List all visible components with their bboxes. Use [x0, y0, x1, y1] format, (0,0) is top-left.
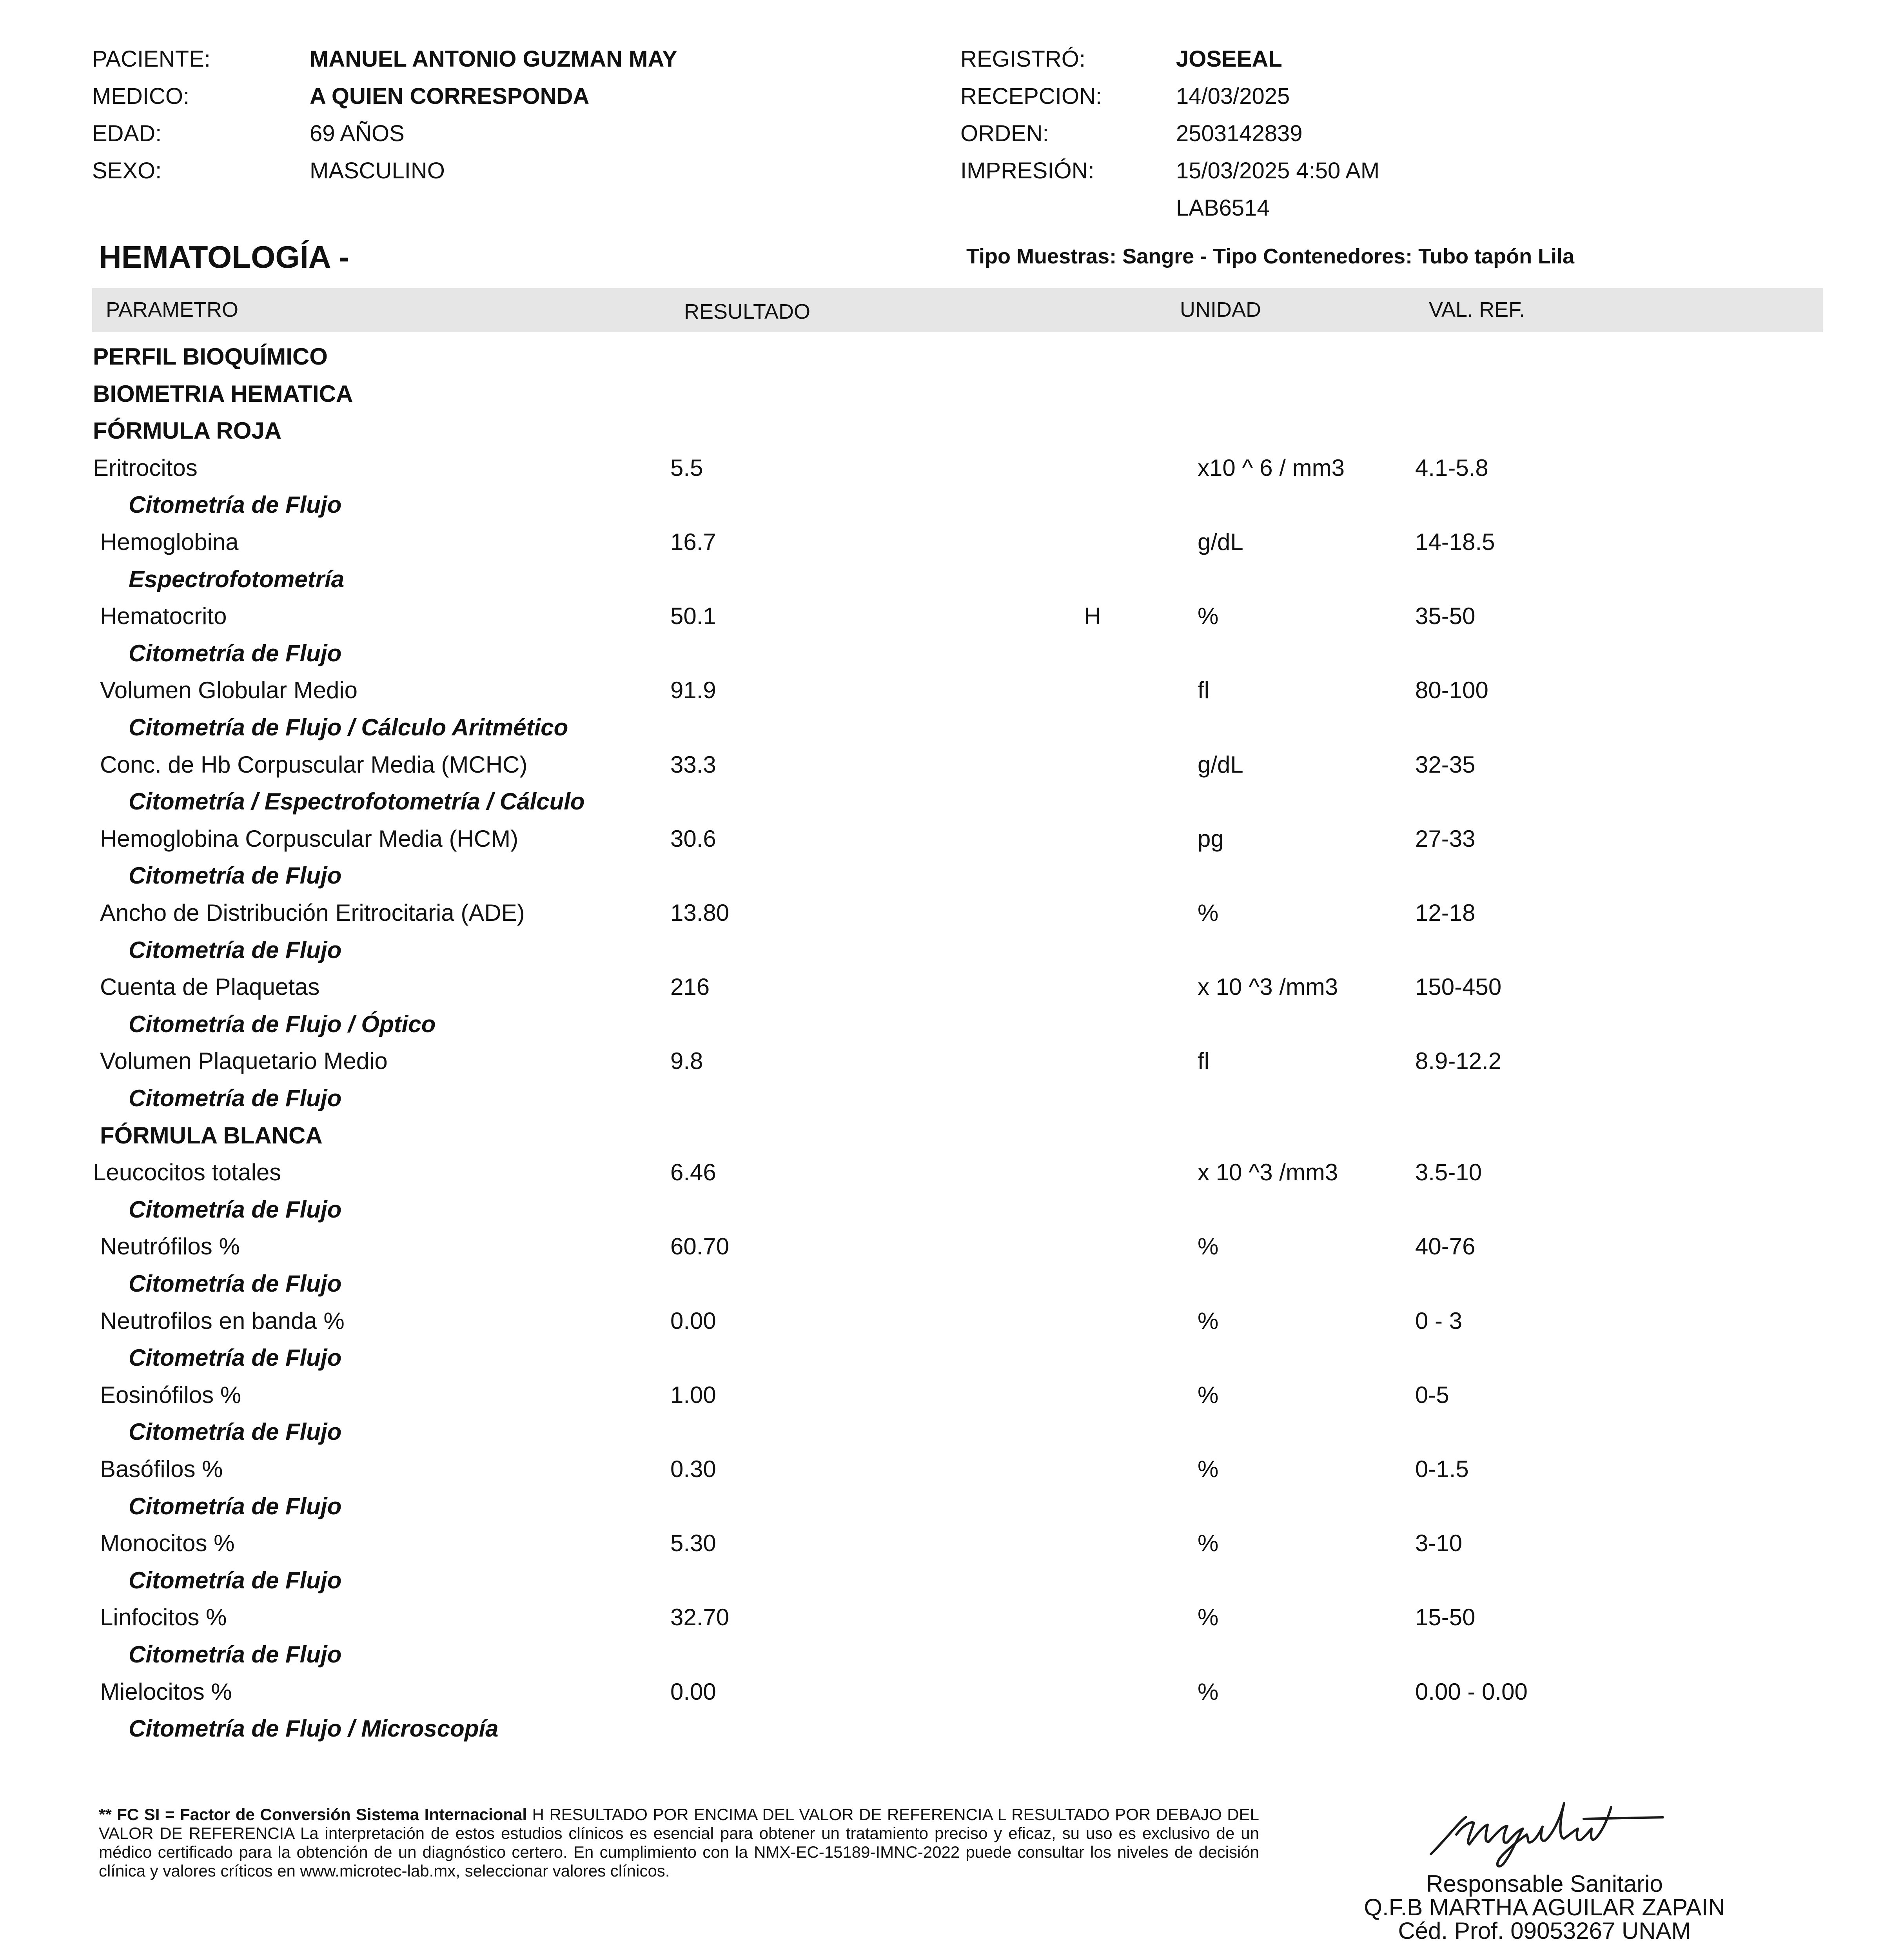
column-header-bar [92, 288, 1823, 332]
param-ref: 27-33 [1415, 826, 1476, 852]
param-result: 33.3 [670, 751, 716, 778]
method-label: Espectrofotometría [129, 566, 345, 592]
param-ref: 0.00 - 0.00 [1415, 1679, 1528, 1705]
param-ref: 0-5 [1415, 1382, 1449, 1408]
param-name: Mielocitos % [100, 1679, 232, 1705]
param-unit: fl [1198, 677, 1209, 703]
param-unit: % [1198, 1233, 1219, 1259]
param-unit: % [1198, 603, 1219, 629]
method-label: Citometría de Flujo [129, 1641, 342, 1668]
method-label: Citometría de Flujo [129, 1345, 342, 1371]
method-label: Citometría / Espectrofotometría / Cálculo [129, 788, 585, 815]
param-result: 6.46 [670, 1159, 716, 1185]
param-ref: 0-1.5 [1415, 1456, 1469, 1482]
param-result: 5.30 [670, 1530, 716, 1556]
param-result: 0.30 [670, 1456, 716, 1482]
param-result: 32.70 [670, 1604, 730, 1630]
group-heading: BIOMETRIA HEMATICA [93, 381, 353, 407]
param-name: Neutrófilos % [100, 1233, 240, 1259]
footnote [99, 1805, 1259, 1880]
signature-cedula: Céd. Prof. 09053267 UNAM [1398, 1918, 1691, 1944]
param-name: Hemoglobina [100, 529, 239, 555]
patient-info-label: RECEPCION: [960, 83, 1102, 109]
patient-info-label: IMPRESIÓN: [960, 158, 1094, 183]
param-ref: 0 - 3 [1415, 1308, 1463, 1334]
patient-info-value: JOSEEAL [1176, 46, 1282, 72]
param-ref: 12-18 [1415, 900, 1476, 926]
param-unit: % [1198, 1308, 1219, 1334]
patient-info-value: 15/03/2025 4:50 AM [1176, 158, 1380, 183]
method-label: Citometría de Flujo [129, 1493, 342, 1519]
sample-info: Tipo Muestras: Sangre - Tipo Contenedores: Tubo tapón Lila [966, 245, 1575, 268]
param-ref: 15-50 [1415, 1604, 1476, 1630]
param-ref: 3.5-10 [1415, 1159, 1482, 1185]
param-result: 0.00 [670, 1308, 716, 1334]
param-ref: 4.1-5.8 [1415, 455, 1488, 481]
patient-info-label: EDAD: [92, 121, 162, 146]
param-result: 60.70 [670, 1233, 730, 1259]
patient-info-value: 2503142839 [1176, 121, 1303, 146]
param-unit: x 10 ^3 /mm3 [1198, 974, 1338, 1000]
patient-info-value: MASCULINO [310, 158, 445, 183]
param-unit: % [1198, 1679, 1219, 1705]
param-result: 13.80 [670, 900, 730, 926]
footnote-text: H RESULTADO POR ENCIMA DEL VALOR DE REFERENCIA L RESULTADO POR DEBAJO DEL VALOR DE REFERENCIA La interpretación de estos estudios clínicos es esencial para obtener un tratamiento preciso y eficaz, su uso es exclusivo de un médico certificado para la obtención de un diagnóstico certero. En cumplimiento con la NMX-EC-15189-IMNC-2022 puede consultar los niveles de decisión clínica y valores críticos en www.microtec-lab.mx, seleccionar valores clínicos. [99, 1805, 1260, 1880]
param-result: 5.5 [670, 455, 703, 481]
param-result: 9.8 [670, 1048, 703, 1074]
param-unit: pg [1198, 826, 1224, 852]
signature-image [1423, 1780, 1666, 1870]
patient-info-label: REGISTRÓ: [960, 46, 1086, 72]
col-header-parametro: PARAMETRO [106, 298, 239, 321]
param-name: Ancho de Distribución Eritrocitaria (ADE) [100, 900, 525, 926]
group-heading: FÓRMULA BLANCA [100, 1122, 323, 1149]
param-unit: % [1198, 1456, 1219, 1482]
patient-info-value: LAB6514 [1176, 195, 1270, 221]
patient-info-value: A QUIEN CORRESPONDA [310, 83, 590, 109]
method-label: Citometría de Flujo [129, 640, 342, 666]
param-name: Monocitos % [100, 1530, 235, 1556]
param-result: 0.00 [670, 1679, 716, 1705]
signature-name: Q.F.B MARTHA AGUILAR ZAPAIN [1364, 1894, 1725, 1920]
col-header-unidad: UNIDAD [1180, 298, 1261, 321]
param-name: Leucocitos totales [93, 1159, 281, 1185]
param-name: Basófilos % [100, 1456, 223, 1482]
param-ref: 80-100 [1415, 677, 1488, 703]
param-unit: % [1198, 1382, 1219, 1408]
method-label: Citometría de Flujo [129, 1196, 342, 1223]
method-label: Citometría de Flujo [129, 1270, 342, 1297]
method-label: Citometría de Flujo [129, 1567, 342, 1593]
patient-info-value: MANUEL ANTONIO GUZMAN MAY [310, 46, 677, 72]
group-heading: FÓRMULA ROJA [93, 417, 282, 444]
patient-info-label: PACIENTE: [92, 46, 211, 72]
method-label: Citometría de Flujo [129, 1419, 342, 1445]
param-name: Linfocitos % [100, 1604, 227, 1630]
method-label: Citometría de Flujo [129, 862, 342, 889]
param-ref: 40-76 [1415, 1233, 1476, 1259]
col-header-resultado: RESULTADO [684, 300, 811, 323]
patient-info-value: 69 AÑOS [310, 121, 405, 146]
param-result: 216 [670, 974, 710, 1000]
param-name: Neutrofilos en banda % [100, 1308, 345, 1334]
param-name: Volumen Plaquetario Medio [100, 1048, 388, 1074]
param-name: Conc. de Hb Corpuscular Media (MCHC) [100, 751, 528, 778]
param-unit: fl [1198, 1048, 1209, 1074]
method-label: Citometría de Flujo [129, 937, 342, 963]
param-result: 50.1 [670, 603, 716, 629]
param-unit: g/dL [1198, 529, 1243, 555]
param-ref: 150-450 [1415, 974, 1502, 1000]
section-title: HEMATOLOGÍA - [99, 240, 349, 274]
param-result: 30.6 [670, 826, 716, 852]
param-flag: H [1084, 603, 1101, 629]
method-label: Citometría de Flujo / Óptico [129, 1011, 436, 1037]
param-name: Eritrocitos [93, 455, 198, 481]
col-header-val-ref: VAL. REF. [1429, 298, 1525, 321]
param-ref: 32-35 [1415, 751, 1476, 778]
param-unit: % [1198, 900, 1219, 926]
param-unit: x10 ^ 6 / mm3 [1198, 455, 1345, 481]
param-unit: % [1198, 1604, 1219, 1630]
param-result: 16.7 [670, 529, 716, 555]
patient-info-label: SEXO: [92, 158, 162, 183]
param-name: Hemoglobina Corpuscular Media (HCM) [100, 826, 519, 852]
param-name: Volumen Globular Medio [100, 677, 358, 703]
footnote-bold: ** FC SI = Factor de Conversión Sistema Internacional [99, 1805, 527, 1824]
method-label: Citometría de Flujo / Cálculo Aritmético [129, 714, 568, 740]
param-result: 91.9 [670, 677, 716, 703]
method-label: Citometría de Flujo [129, 1085, 342, 1111]
param-unit: x 10 ^3 /mm3 [1198, 1159, 1338, 1185]
patient-info-value: 14/03/2025 [1176, 83, 1290, 109]
method-label: Citometría de Flujo [129, 492, 342, 518]
param-ref: 35-50 [1415, 603, 1476, 629]
param-name: Eosinófilos % [100, 1382, 241, 1408]
param-ref: 14-18.5 [1415, 529, 1495, 555]
param-ref: 8.9-12.2 [1415, 1048, 1502, 1074]
param-unit: % [1198, 1530, 1219, 1556]
param-result: 1.00 [670, 1382, 716, 1408]
patient-info-label: MEDICO: [92, 83, 190, 109]
patient-info-label: ORDEN: [960, 121, 1049, 146]
param-ref: 3-10 [1415, 1530, 1463, 1556]
signature-role: Responsable Sanitario [1426, 1871, 1663, 1897]
group-heading: PERFIL BIOQUÍMICO [93, 343, 328, 370]
param-unit: g/dL [1198, 751, 1243, 778]
method-label: Citometría de Flujo / Microscopía [129, 1715, 499, 1742]
param-name: Cuenta de Plaquetas [100, 974, 320, 1000]
param-name: Hematocrito [100, 603, 227, 629]
